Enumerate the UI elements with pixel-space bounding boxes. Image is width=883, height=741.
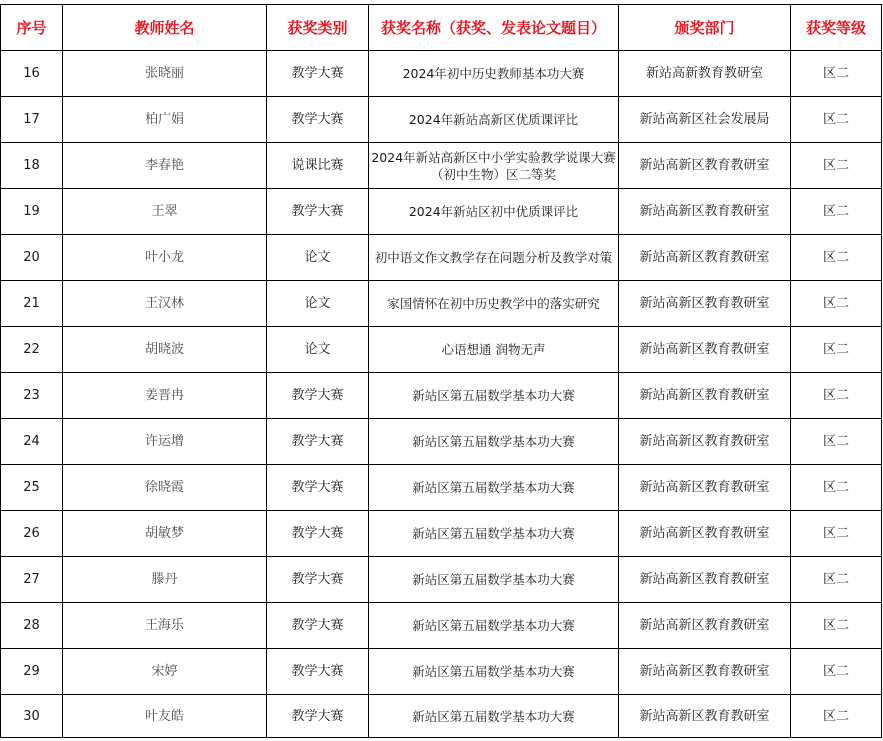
cell-award-name: 新站区第五届数学基本功大赛 [369, 603, 619, 649]
cell-teacher-name: 胡敏梦 [63, 511, 267, 557]
table-row [1, 373, 882, 419]
cell-award-level: 区二 [791, 373, 882, 419]
cell-award-level: 区二 [791, 97, 882, 143]
cell-teacher-name: 柏广娟 [63, 97, 267, 143]
cell-award-name: 家国情怀在初中历史教学中的落实研究 [369, 281, 619, 327]
cell-award-level: 区二 [791, 419, 882, 465]
cell-award-name: 2024年新站高新区优质课评比 [369, 97, 619, 143]
cell-teacher-name: 滕丹 [63, 557, 267, 603]
cell-teacher-name: 叶小龙 [63, 235, 267, 281]
cell-index: 26 [1, 511, 63, 557]
cell-issuing-department: 新站高新区教育教研室 [619, 419, 791, 465]
cell-award-name: 2024年新站区初中优质课评比 [369, 189, 619, 235]
table-row [1, 511, 882, 557]
table-row [1, 695, 882, 738]
cell-award-name: 新站区第五届数学基本功大赛 [369, 649, 619, 695]
cell-award-category: 教学大赛 [267, 603, 369, 649]
header-award-name: 获奖名称（获奖、发表论文题目） [369, 5, 619, 51]
cell-issuing-department: 新站高新区教育教研室 [619, 695, 791, 738]
table-row [1, 97, 882, 143]
cell-issuing-department: 新站高新区教育教研室 [619, 649, 791, 695]
cell-award-category: 说课比赛 [267, 143, 369, 189]
cell-award-name: 2024年新站高新区中小学实验教学说课大赛（初中生物）区二等奖 [369, 143, 619, 189]
table-row [1, 557, 882, 603]
table-row [1, 649, 882, 695]
cell-award-level: 区二 [791, 465, 882, 511]
cell-award-level: 区二 [791, 327, 882, 373]
cell-index: 18 [1, 143, 63, 189]
cell-issuing-department: 新站高新区教育教研室 [619, 143, 791, 189]
cell-issuing-department: 新站高新区教育教研室 [619, 373, 791, 419]
cell-award-category: 教学大赛 [267, 557, 369, 603]
cell-teacher-name: 李春艳 [63, 143, 267, 189]
table-header [1, 5, 882, 51]
cell-award-name: 新站区第五届数学基本功大赛 [369, 511, 619, 557]
cell-index: 20 [1, 235, 63, 281]
table-row [1, 143, 882, 189]
header-index: 序号 [1, 5, 63, 51]
cell-index: 28 [1, 603, 63, 649]
cell-index: 22 [1, 327, 63, 373]
cell-award-category: 教学大赛 [267, 373, 369, 419]
cell-index: 19 [1, 189, 63, 235]
cell-teacher-name: 王汉林 [63, 281, 267, 327]
cell-award-level: 区二 [791, 281, 882, 327]
cell-award-name: 初中语文作文教学存在问题分析及教学对策 [369, 235, 619, 281]
cell-issuing-department: 新站高新区教育教研室 [619, 281, 791, 327]
cell-issuing-department: 新站高新区教育教研室 [619, 557, 791, 603]
cell-award-category: 教学大赛 [267, 51, 369, 97]
cell-award-name: 新站区第五届数学基本功大赛 [369, 373, 619, 419]
cell-award-category: 论文 [267, 327, 369, 373]
cell-award-level: 区二 [791, 603, 882, 649]
cell-teacher-name: 许运增 [63, 419, 267, 465]
cell-issuing-department: 新站高新区教育教研室 [619, 511, 791, 557]
cell-index: 25 [1, 465, 63, 511]
cell-teacher-name: 张晓丽 [63, 51, 267, 97]
cell-issuing-department: 新站高新区教育教研室 [619, 189, 791, 235]
table-body [1, 51, 882, 738]
cell-award-level: 区二 [791, 189, 882, 235]
cell-teacher-name: 叶友皓 [63, 695, 267, 738]
cell-award-name: 新站区第五届数学基本功大赛 [369, 419, 619, 465]
cell-award-level: 区二 [791, 51, 882, 97]
cell-award-level: 区二 [791, 557, 882, 603]
cell-issuing-department: 新站高新区教育教研室 [619, 603, 791, 649]
cell-award-category: 教学大赛 [267, 511, 369, 557]
cell-teacher-name: 姜晋冉 [63, 373, 267, 419]
cell-award-name: 2024年初中历史教师基本功大赛 [369, 51, 619, 97]
cell-teacher-name: 宋婷 [63, 649, 267, 695]
cell-award-name: 新站区第五届数学基本功大赛 [369, 557, 619, 603]
cell-award-level: 区二 [791, 695, 882, 738]
cell-award-level: 区二 [791, 235, 882, 281]
cell-teacher-name: 胡晓波 [63, 327, 267, 373]
cell-award-name: 新站区第五届数学基本功大赛 [369, 465, 619, 511]
cell-issuing-department: 新站高新区社会发展局 [619, 97, 791, 143]
cell-index: 17 [1, 97, 63, 143]
cell-award-category: 教学大赛 [267, 97, 369, 143]
table-row [1, 603, 882, 649]
cell-award-category: 教学大赛 [267, 649, 369, 695]
cell-award-name: 心语想通 润物无声 [369, 327, 619, 373]
cell-index: 27 [1, 557, 63, 603]
cell-award-level: 区二 [791, 143, 882, 189]
header-award-level: 获奖等级 [791, 5, 882, 51]
table-row [1, 327, 882, 373]
table-row [1, 235, 882, 281]
cell-issuing-department: 新站高新区教育教研室 [619, 327, 791, 373]
header-award-category: 获奖类别 [267, 5, 369, 51]
header-row [1, 5, 882, 51]
header-teacher-name: 教师姓名 [63, 5, 267, 51]
cell-award-category: 教学大赛 [267, 189, 369, 235]
cell-issuing-department: 新站高新区教育教研室 [619, 465, 791, 511]
cell-award-level: 区二 [791, 511, 882, 557]
cell-teacher-name: 王翠 [63, 189, 267, 235]
table-row [1, 419, 882, 465]
cell-award-category: 教学大赛 [267, 465, 369, 511]
cell-index: 30 [1, 695, 63, 738]
cell-award-category: 教学大赛 [267, 419, 369, 465]
cell-issuing-department: 新站高新区教育教研室 [619, 235, 791, 281]
cell-teacher-name: 王海乐 [63, 603, 267, 649]
cell-award-name: 新站区第五届数学基本功大赛 [369, 695, 619, 738]
cell-index: 29 [1, 649, 63, 695]
awards-table [0, 4, 882, 738]
cell-index: 23 [1, 373, 63, 419]
table-row [1, 51, 882, 97]
table-row [1, 465, 882, 511]
table-row [1, 189, 882, 235]
cell-issuing-department: 新站高新教育教研室 [619, 51, 791, 97]
cell-index: 24 [1, 419, 63, 465]
cell-index: 21 [1, 281, 63, 327]
header-issuing-department: 颁奖部门 [619, 5, 791, 51]
cell-award-category: 论文 [267, 281, 369, 327]
cell-award-category: 教学大赛 [267, 695, 369, 738]
cell-award-level: 区二 [791, 649, 882, 695]
table-row [1, 281, 882, 327]
cell-award-category: 论文 [267, 235, 369, 281]
cell-teacher-name: 徐晓霞 [63, 465, 267, 511]
cell-index: 16 [1, 51, 63, 97]
